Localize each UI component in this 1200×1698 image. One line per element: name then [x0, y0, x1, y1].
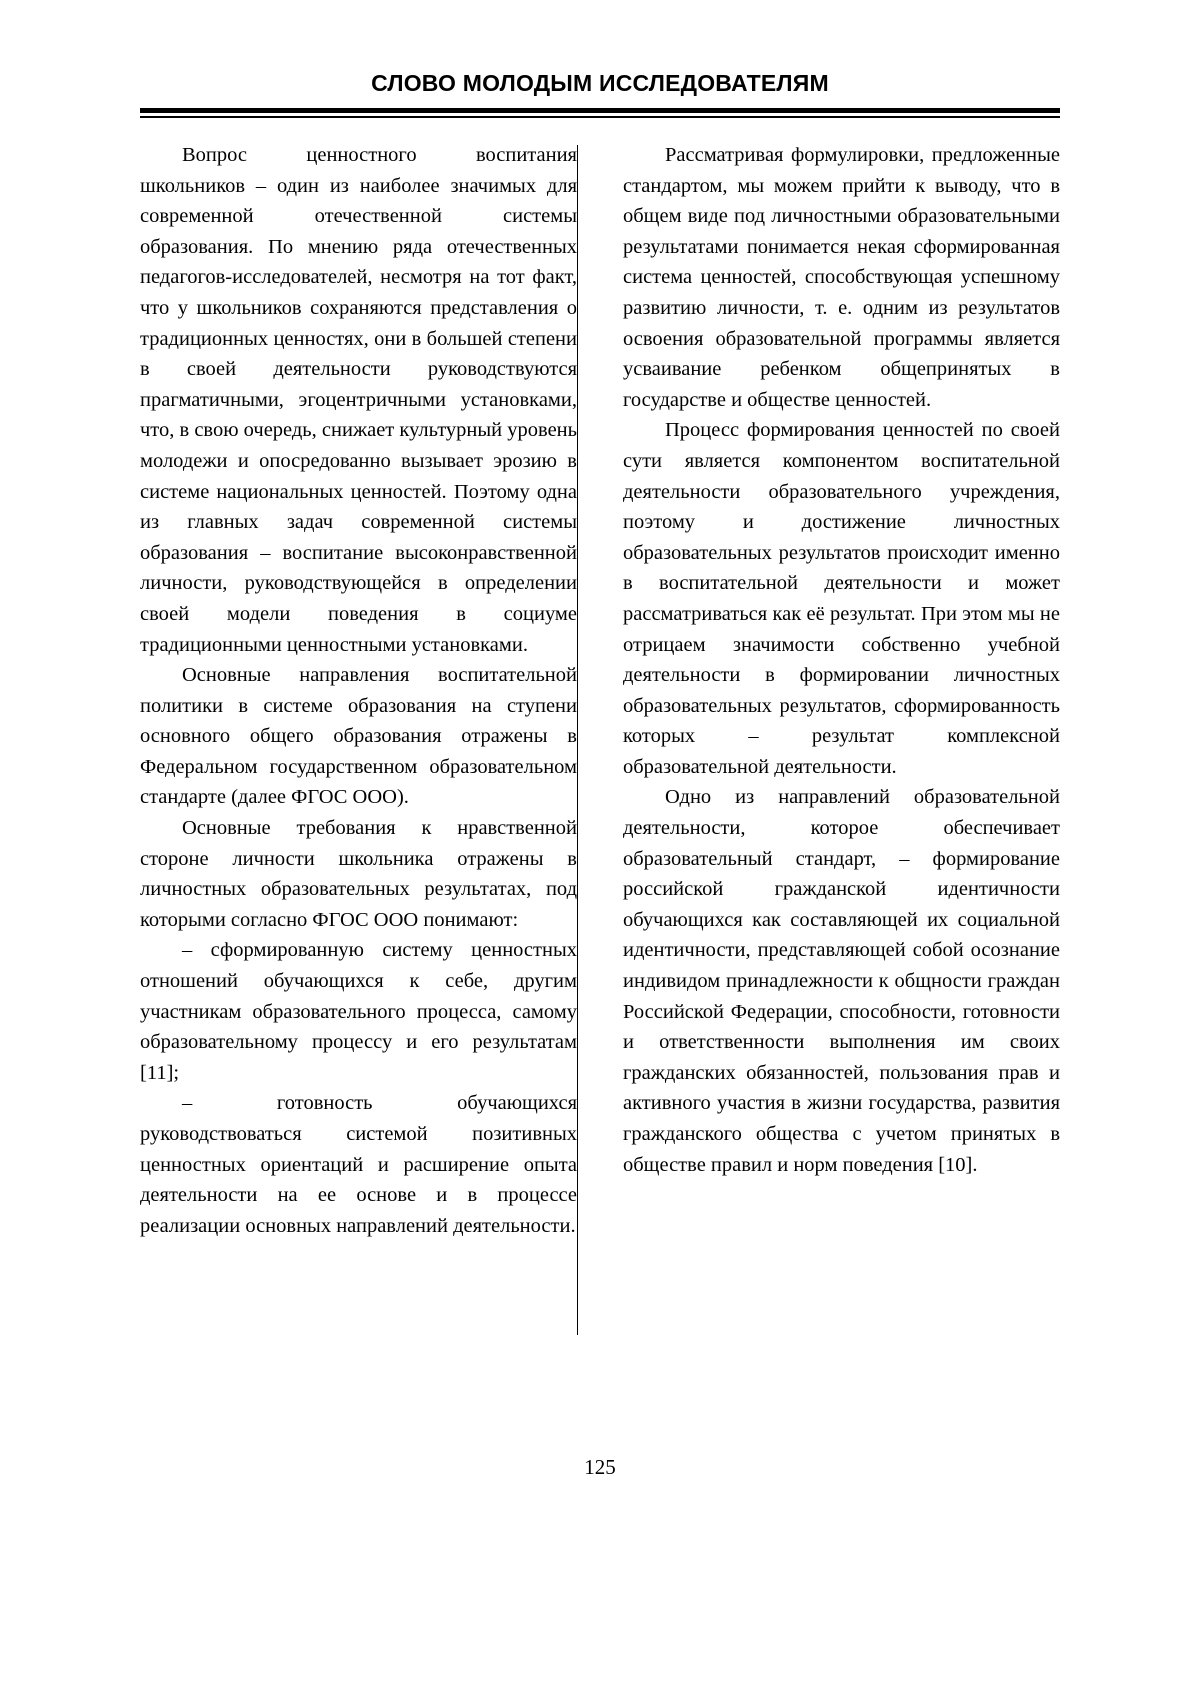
- running-title: СЛОВО МОЛОДЫМ ИССЛЕДОВАТЕЛЯМ: [371, 70, 829, 96]
- column-right: [623, 140, 1060, 1241]
- paragraph: Вопрос ценностного воспитания школьников – один из наиболее значимых для современной отечественной системы образования. По мнению ряда отечественных педагогов-исследователей, несмотря на тот факт, что у школьников сохраняются представления о традиционных ценностях, они в большей степени в своей деятельности руководствуются прагматичными, эгоцентричными установками, что, в свою очередь, снижает культурный уровень молодежи и опосредованно вызывает эрозию в системе национальных ценностей. Поэтому одна из главных задач современной системы образования – воспитание высоконравственной личности, руководствующейся в определении своей модели поведения в социуме традиционными ценностными установками.: [140, 144, 577, 656]
- paragraph: Рассматривая формулировки, предложенные стандартом, мы можем прийти к выводу, что в общем виде под личностными образовательными результатами понимается некая сформированная система ценностей, способствующая успешному развитию личности, т. е. одним из результатов освоения образовательной программы является усваивание ребенком общепринятых в государстве и обществе ценностей.: [623, 144, 1060, 411]
- paragraph: Основные направления воспитательной политики в системе образования на ступени основного общего образования отражены в Федеральном государственном образовательном стандарте (далее ФГОС ООО).: [140, 664, 577, 809]
- paragraph: Основные требования к нравственной стороне личности школьника отражены в личностных образовательных результатах, под которыми согласно ФГОС ООО понимают:: [140, 817, 577, 931]
- paragraph: Одно из направлений образовательной деятельности, которое обеспечивает образовательный стандарт, – формирование российской гражданской идентичности обучающихся как составляющей их социальной идентичности, представляющей собой осознание индивидом принадлежности к общности граждан Российской Федерации, способности, готовности и ответственности выполнения им своих гражданских обязанностей, пользования прав и активного участия в жизни государства, развития гражданского общества с учетом принятых в обществе правил и норм поведения [10].: [623, 786, 1060, 1176]
- paragraph: Процесс формирования ценностей по своей сути является компонентом воспитательной деятельности образовательного учреждения, поэтому и достижение личностных образовательных результатов происходит именно в воспитательной деятельности и может рассматриваться как её результат. При этом мы не отрицаем значимости собственно учебной деятельности в формировании личностных образовательных результатов, сформированность которых – результат комплексной образовательной деятельности.: [623, 419, 1060, 778]
- body-columns: [140, 140, 1060, 1241]
- page-header: [140, 70, 1060, 97]
- page-number: 125: [584, 1455, 616, 1479]
- header-rule-thin: [140, 116, 1060, 118]
- list-item: – готовность обучающихся руководствоваться системой позитивных ценностных ориентаций и расширение опыта деятельности на ее основе и в процессе реализации основных направлений деятельности.: [140, 1092, 577, 1237]
- column-left: [140, 140, 577, 1241]
- header-rule: [140, 108, 1060, 118]
- list-item: – сформированную систему ценностных отношений обучающихся к себе, другим участникам образовательного процесса, самому образовательному процессу и его результатам [11];: [140, 939, 577, 1084]
